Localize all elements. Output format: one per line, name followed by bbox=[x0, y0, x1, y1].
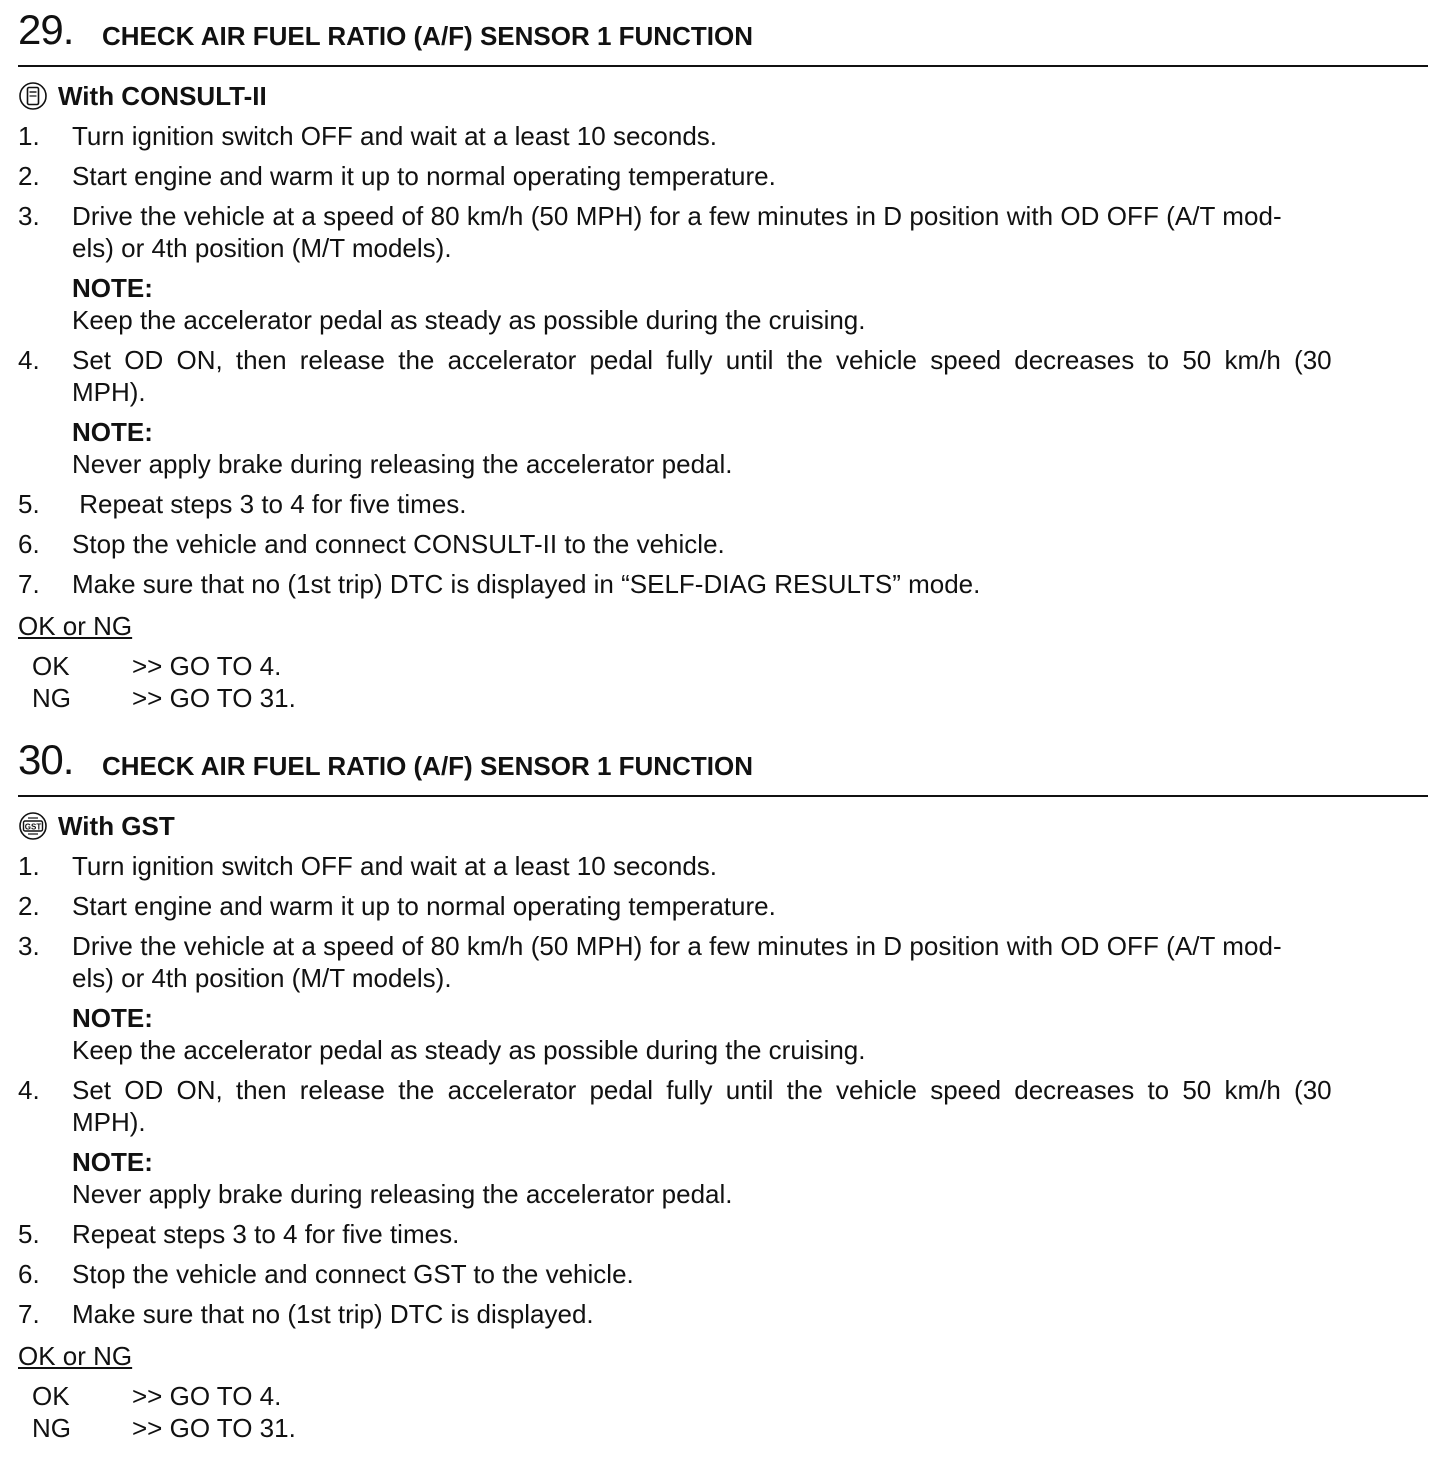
tool-label: With CONSULT-II bbox=[58, 81, 267, 111]
step-text: Stop the vehicle and connect GST to the vehicle. bbox=[72, 1259, 634, 1289]
section-header bbox=[0, 736, 1456, 792]
note-label: NOTE: bbox=[72, 1003, 153, 1033]
section-title: CHECK AIR FUEL RATIO (A/F) SENSOR 1 FUNCTION bbox=[102, 21, 753, 51]
step-text: Turn ignition switch OFF and wait at a least 10 seconds. bbox=[72, 121, 718, 151]
step-text-continued: els) or 4th position (M/T models). bbox=[72, 963, 452, 993]
step-number: 4. bbox=[18, 345, 40, 375]
ok-or-ng-heading: OK or NG bbox=[18, 1341, 133, 1371]
step-text: Make sure that no (1st trip) DTC is displayed in “SELF-DIAG RESULTS” mode. bbox=[72, 569, 981, 599]
step-number: 3. bbox=[18, 931, 40, 961]
tool-heading bbox=[18, 810, 175, 842]
step-number: 3. bbox=[18, 201, 40, 231]
section-30 bbox=[0, 736, 1456, 1443]
step-text: Repeat steps 3 to 4 for five times. bbox=[72, 1219, 460, 1249]
step-number: 7. bbox=[18, 569, 40, 599]
step-text-continued: MPH). bbox=[72, 377, 146, 407]
step-number: 5. bbox=[18, 489, 40, 519]
step-text: Start engine and warm it up to normal operating temperature. bbox=[72, 891, 776, 921]
step-number: 6. bbox=[18, 1259, 40, 1289]
step-text: Start engine and warm it up to normal operating temperature. bbox=[72, 161, 776, 191]
step-text: Turn ignition switch OFF and wait at a least 10 seconds. bbox=[72, 851, 718, 881]
note-label: NOTE: bbox=[72, 417, 153, 447]
svg-text:GST: GST bbox=[24, 822, 42, 832]
step-text: Repeat steps 3 to 4 for five times. bbox=[72, 489, 467, 519]
step-text: Drive the vehicle at a speed of 80 km/h (50 MPH) for a few minutes in D position with OD OFF (A/T mod- bbox=[72, 201, 1282, 231]
result-key: NG bbox=[32, 683, 71, 713]
gst-icon bbox=[18, 811, 48, 841]
step-text: Set OD ON, then release the accelerator pedal fully until the vehicle speed decreases to 50 km/h (30 bbox=[72, 1075, 1332, 1105]
result-link[interactable]: >> GO TO 31. bbox=[132, 683, 296, 713]
step-number: 7. bbox=[18, 1299, 40, 1329]
result-key: OK bbox=[32, 651, 70, 681]
section-rule bbox=[18, 65, 1428, 67]
step-number: 4. bbox=[18, 1075, 40, 1105]
note-text: Keep the accelerator pedal as steady as possible during the cruising. bbox=[72, 1035, 866, 1065]
step-number: 5. bbox=[18, 1219, 40, 1249]
consult-icon bbox=[18, 81, 48, 111]
section-number: 29. bbox=[18, 6, 74, 53]
tool-heading bbox=[18, 80, 267, 112]
step-text-continued: MPH). bbox=[72, 1107, 146, 1137]
step-number: 1. bbox=[18, 851, 40, 881]
result-key: NG bbox=[32, 1413, 71, 1443]
result-link[interactable]: >> GO TO 4. bbox=[132, 1381, 282, 1411]
result-link[interactable]: >> GO TO 4. bbox=[132, 651, 282, 681]
note-text: Never apply brake during releasing the accelerator pedal. bbox=[72, 449, 733, 479]
result-key: OK bbox=[32, 1381, 70, 1411]
result-link[interactable]: >> GO TO 31. bbox=[132, 1413, 296, 1443]
section-header bbox=[0, 6, 1456, 62]
section-title: CHECK AIR FUEL RATIO (A/F) SENSOR 1 FUNCTION bbox=[102, 751, 753, 781]
section-number: 30. bbox=[18, 736, 74, 783]
step-number: 2. bbox=[18, 891, 40, 921]
section-rule bbox=[18, 795, 1428, 797]
note-label: NOTE: bbox=[72, 273, 153, 303]
step-number: 6. bbox=[18, 529, 40, 559]
step-text: Make sure that no (1st trip) DTC is displayed. bbox=[72, 1299, 594, 1329]
tool-label: With GST bbox=[58, 811, 175, 841]
step-text: Set OD ON, then release the accelerator pedal fully until the vehicle speed decreases to 50 km/h (30 bbox=[72, 345, 1332, 375]
step-text: Stop the vehicle and connect CONSULT-II to the vehicle. bbox=[72, 529, 725, 559]
step-text: Drive the vehicle at a speed of 80 km/h (50 MPH) for a few minutes in D position with OD OFF (A/T mod- bbox=[72, 931, 1282, 961]
step-number: 1. bbox=[18, 121, 40, 151]
ok-or-ng-heading: OK or NG bbox=[18, 611, 133, 641]
step-number: 2. bbox=[18, 161, 40, 191]
note-label: NOTE: bbox=[72, 1147, 153, 1177]
note-text: Never apply brake during releasing the accelerator pedal. bbox=[72, 1179, 733, 1209]
note-text: Keep the accelerator pedal as steady as possible during the cruising. bbox=[72, 305, 866, 335]
step-text-continued: els) or 4th position (M/T models). bbox=[72, 233, 452, 263]
section-29 bbox=[0, 6, 1456, 713]
